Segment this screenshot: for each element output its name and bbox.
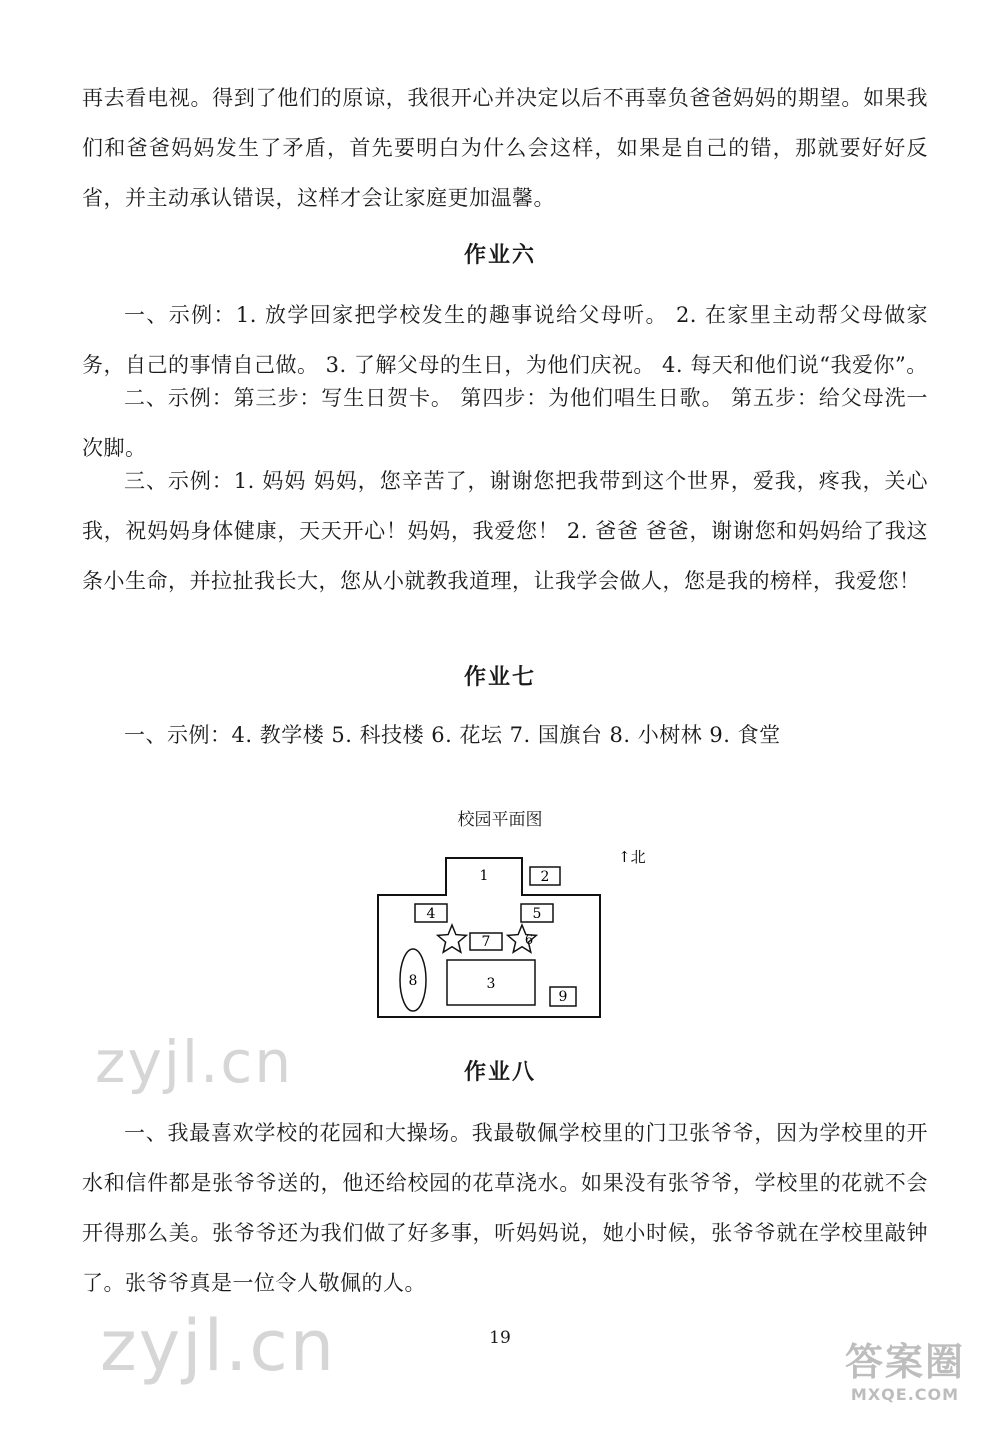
site-logo-url: MXQE.COM xyxy=(850,1385,960,1404)
section7-paragraph-1: 一、示例：4. 教学楼 5. 科技楼 6. 花坛 7. 国旗台 8. 小树林 9. 食堂 xyxy=(124,723,781,747)
map-label-3: 3 xyxy=(486,976,496,992)
section6-paragraph-2: 二、示例：第三步：写生日贺卡。 第四步：为他们唱生日歌。 第五步：给父母洗一次脚。 xyxy=(82,386,928,460)
intro-paragraph: 再去看电视。得到了他们的原谅，我很开心并决定以后不再辜负爸爸妈妈的期望。如果我们和爸爸妈妈发生了矛盾，首先要明白为什么会这样，如果是自己的错，那就要好好反省，并主动承认错误，这样才会让家庭更加温馨。 xyxy=(82,86,928,210)
section6-paragraph-1: 一、示例：1. 放学回家把学校发生的趣事说给父母听。 2. 在家里主动帮父母做家务，自己的事情自己做。 3. 了解父母的生日，为他们庆祝。 4. 每天和他们说“我爱你”。 xyxy=(82,303,928,377)
map-caption: 校园平面图 xyxy=(457,810,543,830)
site-logo-main: 答案圈 xyxy=(844,1340,965,1384)
section-title-7: 作业七 xyxy=(463,665,536,690)
campus-map xyxy=(370,840,650,1025)
watermark-top: zyjl.cn xyxy=(95,1028,294,1096)
section-title-6: 作业六 xyxy=(463,243,536,268)
map-label-8: 8 xyxy=(408,973,418,989)
page-number: 19 xyxy=(489,1328,511,1348)
map-label-2: 2 xyxy=(540,869,550,885)
star-flowerbed-left xyxy=(438,925,467,952)
map-label-9: 9 xyxy=(558,989,568,1005)
section6-paragraph-3: 三、示例：1. 妈妈 妈妈，您辛苦了，谢谢您把我带到这个世界，爱我，疼我，关心我，祝妈妈身体健康，天天开心！妈妈，我爱您！ 2. 爸爸 爸爸，谢谢您和妈妈给了我这条小生命，并拉扯我长大，您从小就教我道理，让我学会做人，您是我的榜样，我爱您！ xyxy=(82,469,928,593)
map-label-1: 1 xyxy=(479,868,489,884)
map-label-5: 5 xyxy=(532,906,542,922)
map-label-7: 7 xyxy=(481,934,491,950)
site-logo xyxy=(830,1339,980,1419)
section-title-8: 作业八 xyxy=(463,1060,536,1085)
north-indicator: ↑北 xyxy=(618,848,646,866)
map-label-4: 4 xyxy=(426,906,436,922)
section8-paragraph-1: 一、我最喜欢学校的花园和大操场。我最敬佩学校里的门卫张爷爷，因为学校里的开水和信件都是张爷爷送的，他还给校园的花草浇水。如果没有张爷爷，学校里的花就不会开得那么美。张爷爷还为我们做了好多事，听妈妈说，她小时候，张爷爷就在学校里敲钟了。张爷爷真是一位令人敬佩的人。 xyxy=(82,1121,928,1295)
map-label-6: 6 xyxy=(524,933,534,948)
watermark-bottom: zyjl.cn xyxy=(100,1305,337,1387)
